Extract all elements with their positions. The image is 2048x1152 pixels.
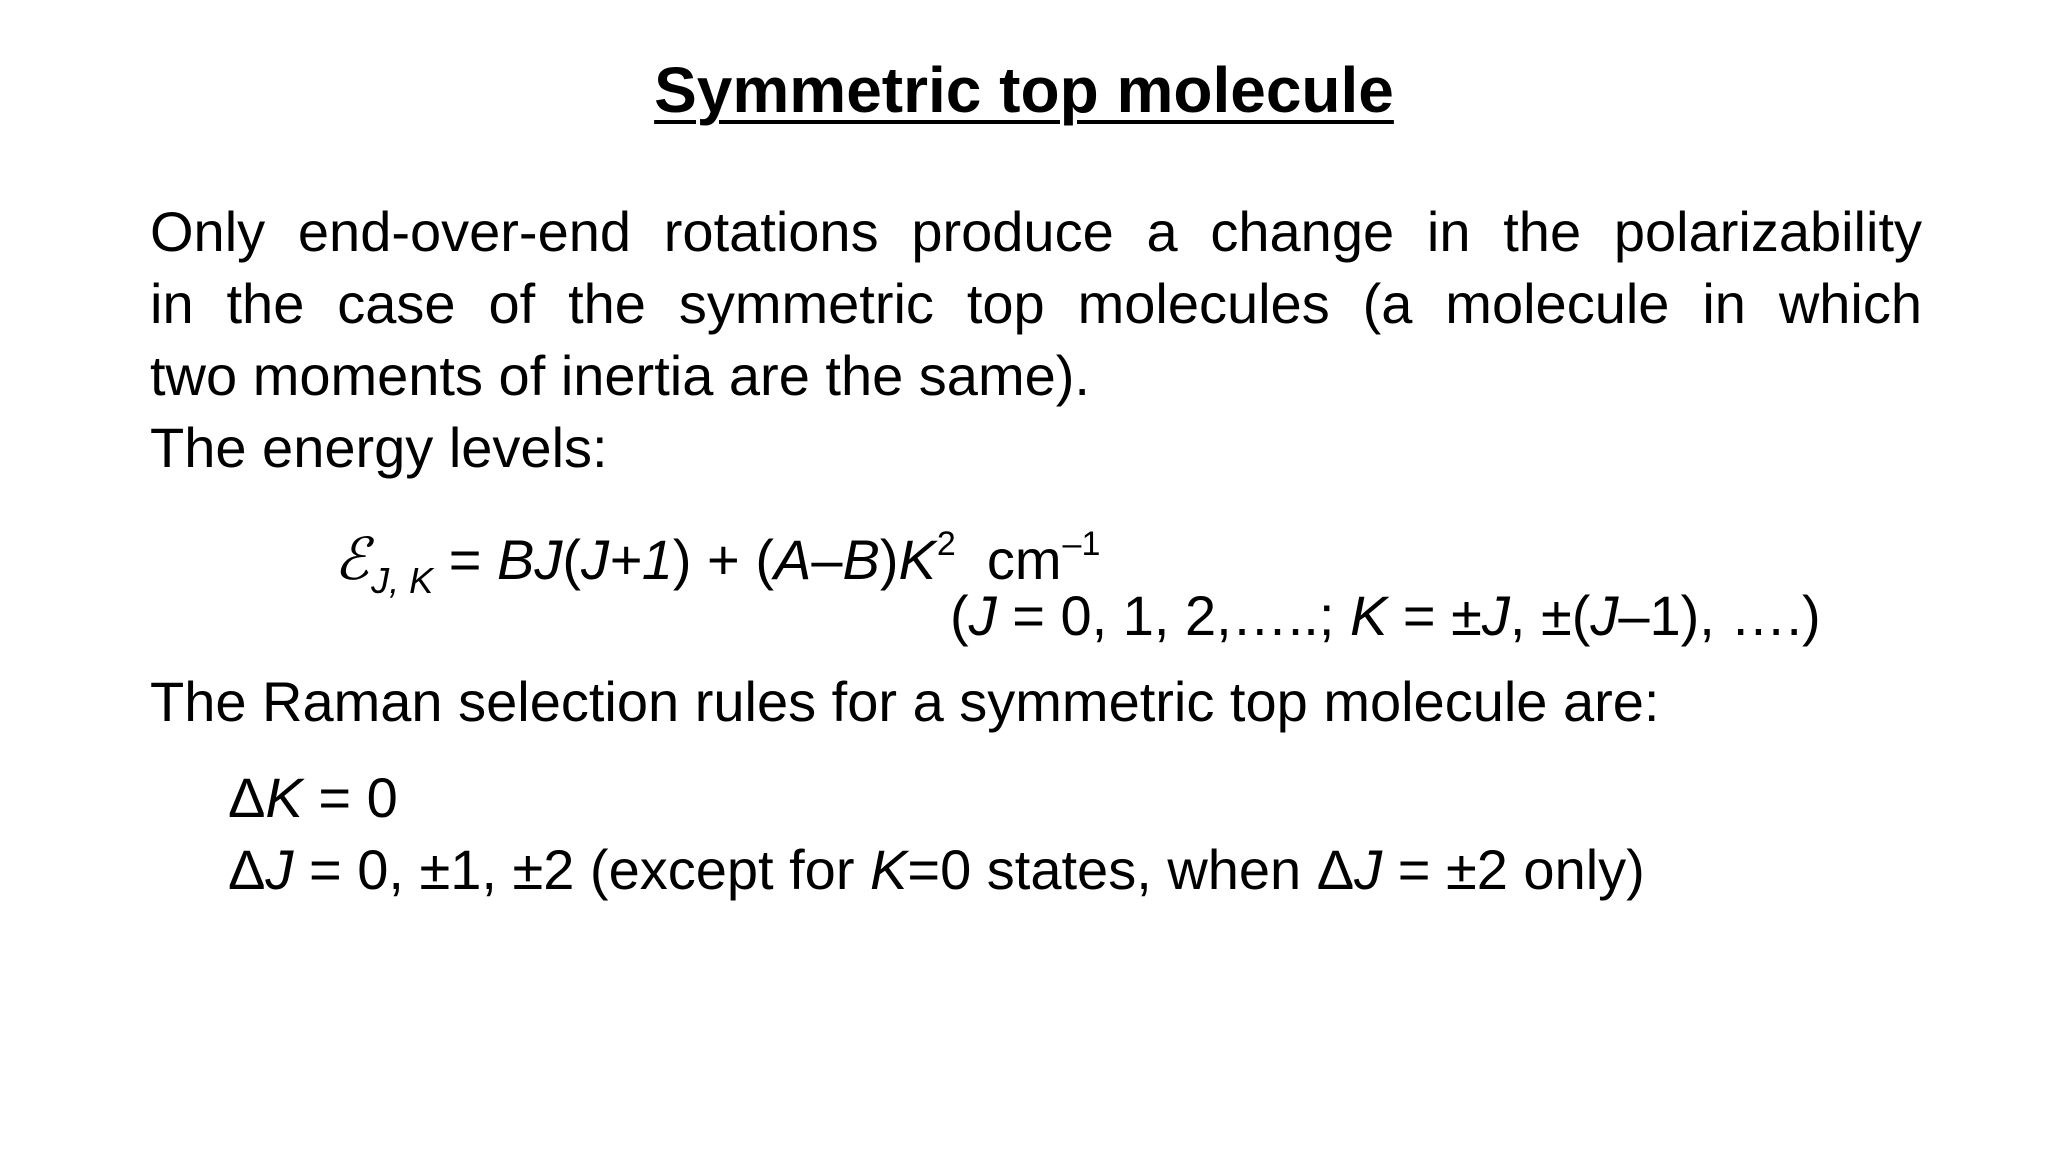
energy-levels-label: The energy levels:: [150, 416, 608, 479]
slide-title: Symmetric top molecule: [654, 54, 1394, 126]
eq-K-exponent: 2: [936, 525, 956, 563]
eq-B2: B: [842, 528, 880, 591]
eq-dash: –: [811, 528, 843, 591]
cond-J3: J: [1590, 584, 1619, 647]
selection-rules-intro: The Raman selection rules for a symmetric top molecule are:: [150, 670, 1660, 733]
eq-open: (: [562, 528, 581, 591]
rule2-var: J: [265, 838, 294, 901]
rule2-K: K: [870, 838, 908, 901]
rule2-delta: Δ: [228, 838, 266, 901]
eq-unit: cm: [955, 528, 1062, 591]
cond-c1: (: [950, 584, 969, 647]
cond-c2: = 0, 1, 2,…..;: [996, 584, 1350, 647]
cond-c5: –1), ….): [1618, 584, 1821, 647]
eq-K: K: [898, 528, 936, 591]
eq-B: B: [496, 528, 535, 591]
intro-line-2: [150, 268, 1922, 340]
rule1-delta: Δ: [228, 766, 266, 829]
cond-J: J: [968, 584, 997, 647]
rule2-part1: = 0, ±1, ±2 (except for: [293, 838, 871, 901]
eq-equals: =: [433, 528, 497, 591]
rule2-J2: J: [1354, 838, 1383, 901]
rule2-part2: =0 states, when Δ: [907, 838, 1355, 901]
energy-symbol: ℰ: [334, 525, 370, 593]
eq-A: A: [773, 528, 812, 591]
equation-condition: [950, 580, 1821, 652]
intro-line-3: [150, 340, 1922, 412]
rule-delta-j: [228, 834, 1645, 906]
eq-mid: ) + (: [672, 528, 774, 591]
eq-J1: J: [534, 528, 563, 591]
rule2-part3: = ±2 only): [1382, 838, 1645, 901]
eq-close: ): [879, 528, 899, 591]
cond-K: K: [1349, 584, 1388, 647]
rule-delta-k: [228, 762, 398, 834]
energy-subscript: J, K: [371, 560, 434, 601]
intro-line-2-text: in the case of the symmetric top molecules (a molecule in which: [150, 272, 1922, 335]
intro-line-3-text: two moments of inertia are the same).: [150, 344, 1090, 407]
intro-line-1-text: Only end-over-end rotations produce a change in the polarizability: [150, 200, 1922, 263]
rule1-var: K: [265, 766, 303, 829]
cond-c4: , ±(: [1509, 584, 1591, 647]
cond-c3: = ±: [1387, 584, 1482, 647]
intro-line-1: [150, 196, 1922, 268]
rule1-rest: = 0: [302, 766, 398, 829]
cond-J2: J: [1481, 584, 1510, 647]
eq-plus-one: +1: [608, 528, 673, 591]
eq-unit-exponent: –1: [1062, 525, 1101, 563]
eq-J2: J: [580, 528, 609, 591]
